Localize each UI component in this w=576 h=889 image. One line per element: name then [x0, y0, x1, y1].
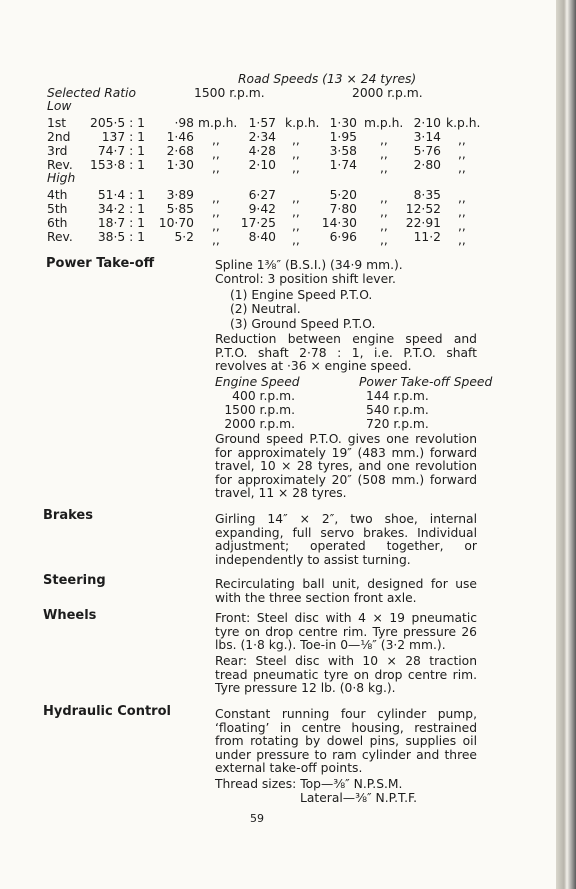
thread-top: Thread sizes: Top—⅜″ N.P.S.M.	[215, 777, 403, 791]
pto-option-2: (2) Neutral.	[230, 302, 301, 316]
mph-2000: 1·74	[329, 158, 357, 172]
gear-label: 4th	[47, 188, 68, 202]
mph-2000: 3·58	[329, 144, 357, 158]
ditto-mark: ,,	[212, 147, 220, 161]
pto-ground-speed: Ground speed P.T.O. gives one revolution for approximately 19″ (483 mm.) forward travel, 10 × 28 tyres, and one revolution for approximately 20″ (508 mm.) forward travel, 11 × 28 tyres.	[215, 432, 477, 501]
high-label: High	[47, 171, 76, 185]
wheels-front: Front: Steel disc with 4 × 19 pneumatic tyre on drop centre rim. Tyre pressure 26 lbs. (1·8 kg.). Toe-in 0—⅛″ (3·2 mm.).	[215, 611, 477, 653]
ditto-mark: ,,	[380, 161, 388, 175]
pto-reduction: Reduction between engine speed and P.T.O. shaft 2·78 : 1, i.e. P.T.O. shaft revolves at ·36 × engine speed.	[215, 332, 477, 374]
ditto-mark: ,,	[458, 133, 466, 147]
gear-ratio: 18·7 : 1	[97, 216, 145, 230]
gear-label: 3rd	[47, 144, 68, 158]
mph-1500: ·98	[174, 116, 194, 130]
ditto-mark: ,,	[458, 161, 466, 175]
ditto-mark: ,,	[458, 147, 466, 161]
brakes-text: Girling 14″ × 2″, two shoe, internal expanding, full servo brakes. Individual adjustment; operated together, or independently to assist turning.	[215, 512, 477, 567]
unit-kph-1500: k.p.h.	[285, 116, 320, 130]
pto-spline: Spline 1⅜″ (B.S.I.) (34·9 mm.).	[215, 258, 403, 272]
gear-ratio: 34·2 : 1	[97, 202, 145, 216]
kph-1500: 8·40	[248, 230, 276, 244]
steering-heading: Steering	[43, 573, 106, 588]
ditto-mark: ,,	[292, 233, 300, 247]
unit-mph-2000: m.p.h.	[364, 116, 404, 130]
kph-2000: 5·76	[413, 144, 441, 158]
gear-label: Rev.	[47, 230, 73, 244]
ditto-mark: ,,	[380, 133, 388, 147]
ditto-mark: ,,	[292, 147, 300, 161]
kph-1500: 17·25	[240, 216, 276, 230]
mph-2000: 14·30	[321, 216, 357, 230]
mph-1500: 10·70	[158, 216, 194, 230]
thread-lateral: Lateral—⅜″ N.P.T.F.	[300, 791, 417, 805]
ditto-mark: ,,	[380, 191, 388, 205]
page-edge-shadow	[556, 0, 576, 889]
mph-2000: 7·80	[329, 202, 357, 216]
mph-1500: 1·30	[166, 158, 194, 172]
kph-2000: 3·14	[413, 130, 441, 144]
hydraulic-heading: Hydraulic Control	[43, 704, 171, 719]
ditto-mark: ,,	[458, 233, 466, 247]
kph-2000: 12·52	[405, 202, 441, 216]
gear-ratio: 38·5 : 1	[97, 230, 145, 244]
ditto-mark: ,,	[458, 205, 466, 219]
mph-2000: 1·95	[329, 130, 357, 144]
ditto-mark: ,,	[212, 133, 220, 147]
mph-2000: 5·20	[329, 188, 357, 202]
ditto-mark: ,,	[380, 147, 388, 161]
ditto-mark: ,,	[458, 191, 466, 205]
low-label: Low	[47, 99, 72, 113]
mph-2000: 6·96	[329, 230, 357, 244]
gear-label: Rev.	[47, 158, 73, 172]
ditto-mark: ,,	[380, 205, 388, 219]
pto-speed-3: 720 r.p.m.	[366, 417, 429, 431]
ditto-mark: ,,	[292, 205, 300, 219]
ditto-mark: ,,	[212, 191, 220, 205]
pto-option-1: (1) Engine Speed P.T.O.	[230, 288, 373, 302]
gear-label: 6th	[47, 216, 68, 230]
wheels-rear: Rear: Steel disc with 10 × 28 traction tread pneumatic tyre on drop centre rim. Tyre pressure 12 lb. (0·8 kg.).	[215, 654, 477, 696]
ditto-mark: ,,	[212, 161, 220, 175]
ditto-mark: ,,	[212, 219, 220, 233]
gear-label: 5th	[47, 202, 68, 216]
kph-1500: 6·27	[248, 188, 276, 202]
pto-speed-2: 540 r.p.m.	[366, 403, 429, 417]
kph-2000: 8·35	[413, 188, 441, 202]
pto-heading: Power Take-off	[46, 256, 155, 271]
engine-speed-3: 2000 r.p.m.	[224, 417, 295, 431]
steering-text: Recirculating ball unit, designed for use with the three section front axle.	[215, 577, 477, 605]
rpm-1500-label: 1500 r.p.m.	[194, 86, 265, 100]
mph-1500: 2·68	[166, 144, 194, 158]
wheels-heading: Wheels	[43, 608, 97, 623]
ditto-mark: ,,	[292, 133, 300, 147]
kph-1500: 9·42	[248, 202, 276, 216]
gear-ratio: 51·4 : 1	[97, 188, 145, 202]
kph-1500: 4·28	[248, 144, 276, 158]
kph-1500: 2·34	[248, 130, 276, 144]
gear-label: 2nd	[47, 130, 71, 144]
kph-2000: 22·91	[405, 216, 441, 230]
unit-mph-1500: m.p.h.	[198, 116, 238, 130]
ditto-mark: ,,	[292, 219, 300, 233]
ditto-mark: ,,	[380, 233, 388, 247]
pto-option-3: (3) Ground Speed P.T.O.	[230, 317, 376, 331]
mph-1500: 3·89	[166, 188, 194, 202]
gear-ratio: 137 : 1	[101, 130, 145, 144]
mph-1500: 5·85	[166, 202, 194, 216]
gear-ratio: 74·7 : 1	[97, 144, 145, 158]
road-speeds-heading: Road Speeds (13 × 24 tyres)	[238, 72, 417, 86]
gear-ratio: 205·5 : 1	[90, 116, 145, 130]
kph-1500: 2·10	[248, 158, 276, 172]
pto-speed-label: Power Take-off Speed	[359, 375, 493, 389]
kph-2000: 2·80	[413, 158, 441, 172]
selected-ratio-label: Selected Ratio	[47, 86, 137, 100]
engine-speed-1: 400 r.p.m.	[232, 389, 295, 403]
rpm-2000-label: 2000 r.p.m.	[352, 86, 423, 100]
ditto-mark: ,,	[458, 219, 466, 233]
ditto-mark: ,,	[292, 161, 300, 175]
unit-kph-2000: k.p.h.	[446, 116, 481, 130]
kph-2000: 2·10	[413, 116, 441, 130]
ditto-mark: ,,	[292, 191, 300, 205]
hydraulic-text: Constant running four cylinder pump, ‘floating’ in centre housing, restrained from rotating by dowel pins, supplies oil under pressure to ram cylinder and three external take-off points.	[215, 707, 477, 776]
pto-control: Control: 3 position shift lever.	[215, 272, 396, 286]
brakes-heading: Brakes	[43, 508, 93, 523]
engine-speed-label: Engine Speed	[215, 375, 300, 389]
kph-1500: 1·57	[248, 116, 276, 130]
mph-2000: 1·30	[329, 116, 357, 130]
mph-1500: 1·46	[166, 130, 194, 144]
pto-speed-1: 144 r.p.m.	[366, 389, 429, 403]
kph-2000: 11·2	[413, 230, 441, 244]
mph-1500: 5·2	[174, 230, 194, 244]
ditto-mark: ,,	[380, 219, 388, 233]
engine-speed-2: 1500 r.p.m.	[224, 403, 295, 417]
page-number: 59	[250, 812, 264, 825]
gear-ratio: 153·8 : 1	[90, 158, 145, 172]
ditto-mark: ,,	[212, 233, 220, 247]
ditto-mark: ,,	[212, 205, 220, 219]
gear-label: 1st	[47, 116, 67, 130]
